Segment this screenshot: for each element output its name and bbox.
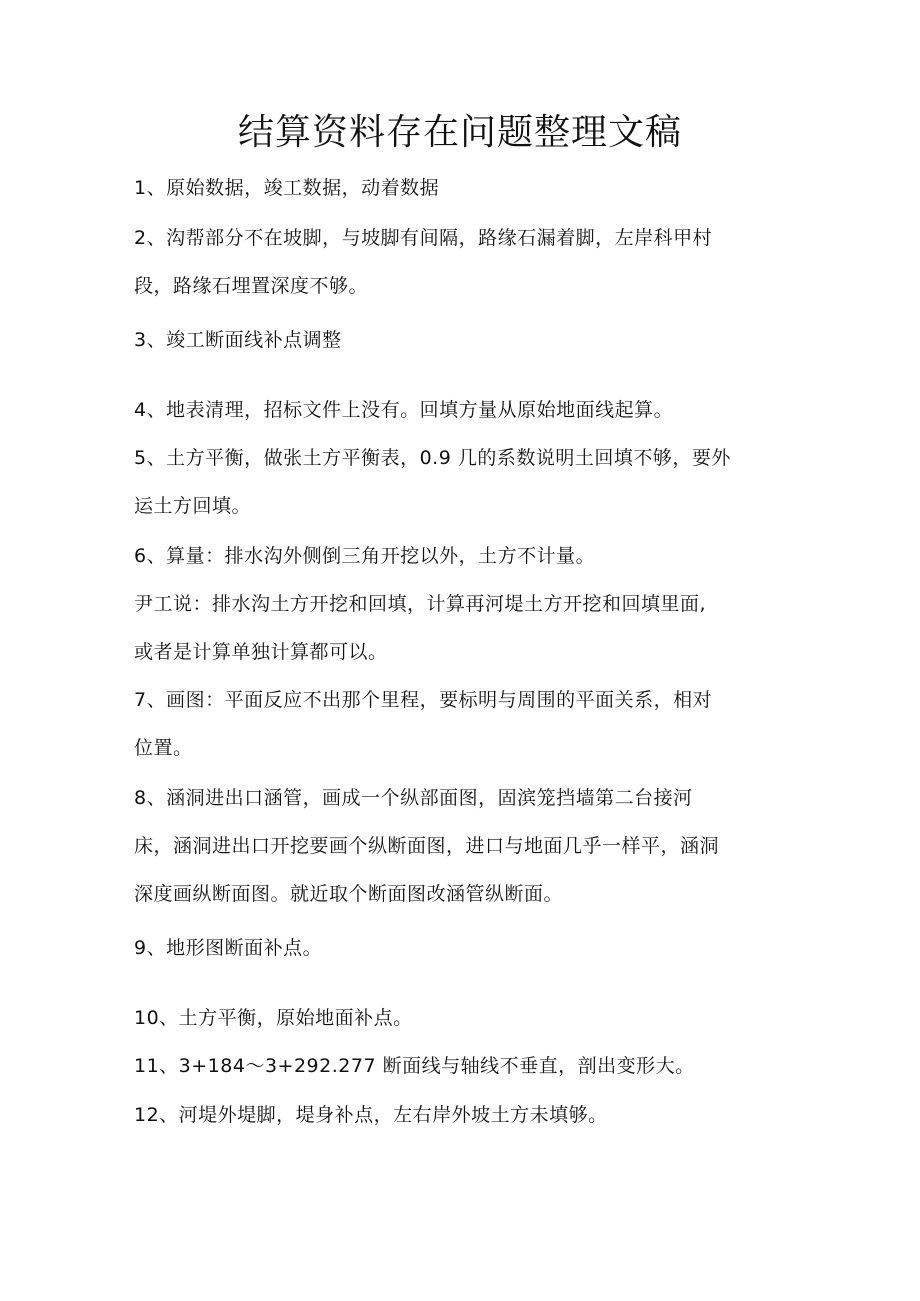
paragraph-line: 位置。 <box>134 737 193 759</box>
paragraph-4 <box>134 386 790 434</box>
document-title: 结算资料存在问题整理文稿 <box>237 112 682 153</box>
paragraph-line: 3、竣工断面线补点调整 <box>134 329 342 351</box>
paragraph-line: 7、画图：平面反应不出那个里程，要标明与周围的平面关系，相对 <box>134 689 713 711</box>
paragraph-line: 或者是计算单独计算都可以。 <box>134 641 388 663</box>
paragraph-line: 6、算量：排水沟外侧倒三角开挖以外，土方不计量。 <box>134 545 596 567</box>
paragraph-3 <box>134 316 790 364</box>
paragraph-1 <box>134 164 790 212</box>
paragraph-line: 5、土方平衡，做张土方平衡表，0.9 几的系数说明土回填不够，要外 <box>134 447 731 469</box>
paragraph-6-note <box>134 580 790 676</box>
paragraph-line: 2、沟帮部分不在坡脚，与坡脚有间隔，路缘石漏着脚，左岸科甲村 <box>134 227 713 249</box>
paragraph-7 <box>134 676 790 772</box>
paragraph-line: 12、河堤外堤脚，堤身补点，左右岸外坡土方未填够。 <box>134 1104 608 1126</box>
paragraph-line: 8、涵洞进出口涵管，画成一个纵部面图，固滨笼挡墙第二台接河 <box>134 787 693 809</box>
paragraph-line: 1、原始数据，竣工数据，动着数据 <box>134 177 440 199</box>
paragraph-10 <box>134 994 790 1042</box>
paragraph-11 <box>134 1042 790 1090</box>
paragraph-line: 10、土方平衡，原始地面补点。 <box>134 1007 413 1029</box>
paragraph-line: 段，路缘石埋置深度不够。 <box>134 275 369 297</box>
paragraph-line: 11、3+184～3+292.277 断面线与轴线不垂直，剖出变形大。 <box>134 1055 695 1077</box>
paragraph-5 <box>134 434 790 530</box>
paragraph-2 <box>134 214 790 310</box>
paragraph-9 <box>134 924 790 972</box>
paragraph-line: 9、地形图断面补点。 <box>134 937 323 959</box>
paragraph-line: 深度画纵断面图。就近取个断面图改涵管纵断面。 <box>134 883 564 905</box>
paragraph-6 <box>134 532 790 580</box>
paragraph-line: 床，涵洞进出口开挖要画个纵断面图，进口与地面几乎一样平，涵洞 <box>134 835 720 857</box>
paragraph-line: 4、地表清理，招标文件上没有。回填方量从原始地面线起算。 <box>134 399 674 421</box>
paragraph-line: 尹工说：排水沟土方开挖和回填，计算再河堤土方开挖和回填里面, <box>134 593 707 615</box>
paragraph-12 <box>134 1091 790 1139</box>
paragraph-line: 运土方回填。 <box>134 495 252 517</box>
paragraph-8 <box>134 774 790 918</box>
